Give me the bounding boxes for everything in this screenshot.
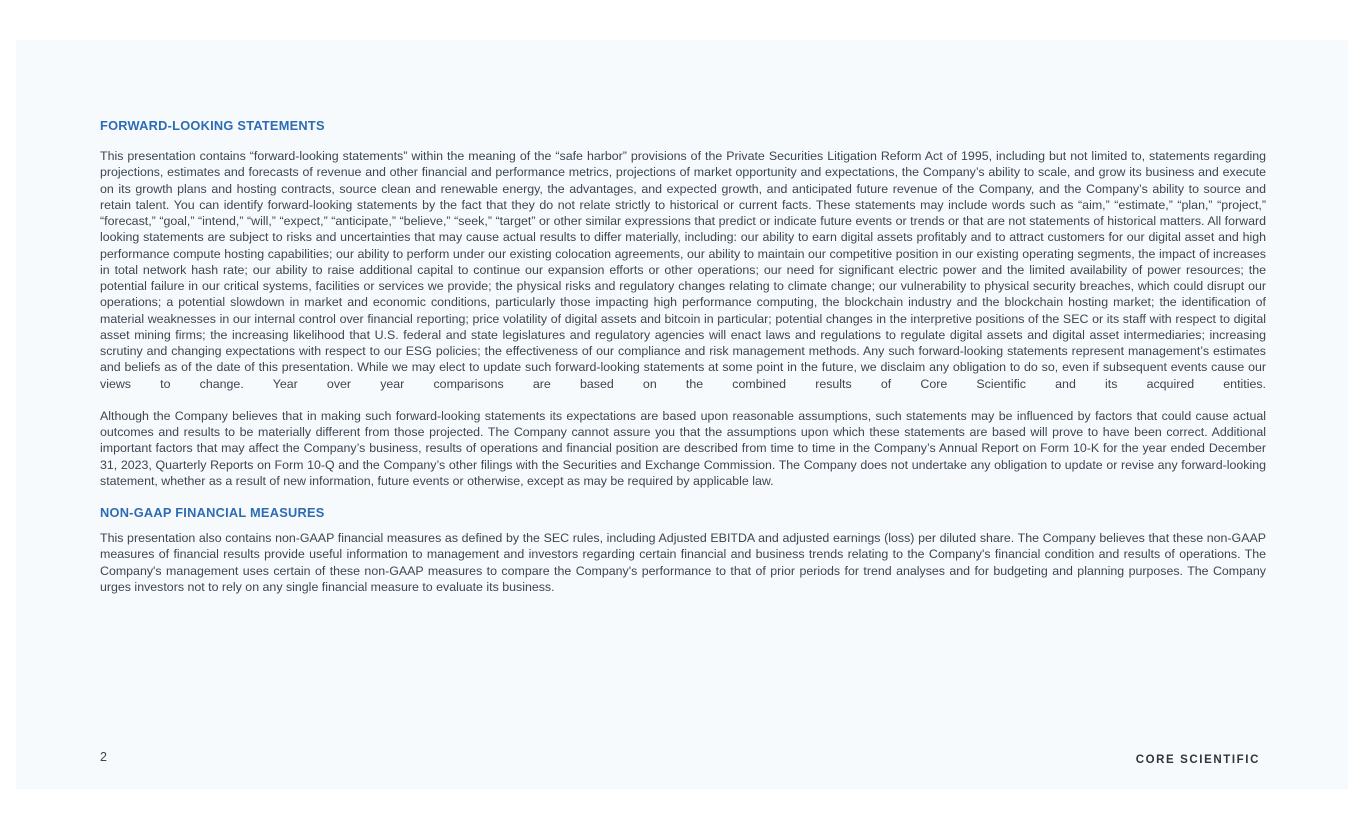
slide-content (100, 40, 1266, 611)
forward-looking-paragraph-1: This presentation contains “forward-looking statements” within the meaning of the “safe harbor” provisions of the Private Securities Litigation Reform Act of 1995, including but not limited to, statements regarding projections, estimates and forecasts of revenue and other financial and performance metrics, projections of market opportunity and expectations, the Company’s ability to scale, and grow its business and execute on its growth plans and hosting contracts, source clean and renewable energy, the advantages, and expected growth, and anticipated future revenue of the Company, and the Company’s ability to source and retain talent. You can identify forward-looking statements by the fact that they do not relate strictly to historical or current facts. These statements may include words such as “aim,” “estimate,” “plan,” “project,” “forecast,” “goal,” “intend,” “will,” “expect,” “anticipate,” “believe,” “seek,” “target” or other similar expressions that predict or indicate future events or trends or that are not statements of historical matters. All forward looking statements are subject to risks and uncertainties that may cause actual results to differ materially, including: our ability to earn digital assets profitably and to attract customers for our digital asset and high performance compute hosting capabilities; our ability to perform under our existing colocation agreements, our ability to maintain our competitive position in our existing operating segments, the impact of increases in total network hash rate; our ability to raise additional capital to continue our expansion efforts or other operations; our need for significant electric power and the limited availability of power resources; the potential failure in our critical systems, facilities or services we provide; the physical risks and regulatory changes relating to climate change; our vulnerability to physical security breaches, which could disrupt our operations; a potential slowdown in market and economic conditions, particularly those impacting high performance computing, the blockchain industry and the blockchain hosting market; the identification of material weaknesses in our internal control over financial reporting; price volatility of digital assets and bitcoin in particular; potential changes in the interpretive positions of the SEC or its staff with respect to digital asset mining firms; the increasing likelihood that U.S. federal and state legislatures and regulatory agencies will enact laws and regulations to regulate digital assets and digital asset intermediaries; increasing scrutiny and changing expectations with respect to our ESG policies; the effectiveness of our compliance and risk management methods. Any such forward-looking statements represent management’s estimates and beliefs as of the date of this presentation. While we may elect to update such forward-looking statements at some point in the future, we disclaim any obligation to do so, even if subsequent events cause our views to change. Year over year comparisons are based on the combined results of Core Scientific and its acquired entities. (100, 149, 1266, 391)
forward-looking-paragraph-2: Although the Company believes that in making such forward-looking statements its expectations are based upon reasonable assumptions, such statements may be influenced by factors that could cause actual outcomes and results to be materially different from those projected. The Company cannot assure you that the assumptions upon which these statements are based will prove to have been correct. Additional important factors that may affect the Company’s business, results of operations and financial position are described from time to time in the Company’s Annual Report on Form 10-K for the year ended December 31, 2023, Quarterly Reports on Form 10-Q and the Company’s other filings with the Securities and Exchange Commission. The Company does not undertake any obligation to update or revise any forward-looking statement, whether as a result of new information, future events or otherwise, except as may be required by applicable law. (100, 408, 1266, 488)
page-number: 2 (100, 750, 107, 764)
non-gaap-measures-heading: NON-GAAP FINANCIAL MEASURES (100, 505, 325, 520)
core-scientific-logo: CORE SCIENTIFIC (1135, 753, 1260, 767)
forward-looking-statements-heading: FORWARD-LOOKING STATEMENTS (100, 118, 325, 133)
slide-canvas (16, 40, 1348, 789)
non-gaap-paragraph: This presentation also contains non-GAAP financial measures as defined by the SEC rules, including Adjusted EBITDA and adjusted earnings (loss) per diluted share. The Company believes that these non-GAAP measures of financial results provide useful information to management and investors regarding certain financial and business trends relating to the Company's financial condition and results of operations. The Company's management uses certain of these non-GAAP measures to compare the Company's performance to that of prior periods for trend analyses and for budgeting and planning purposes. The Company urges investors not to rely on any single financial measure to evaluate its business. (100, 531, 1266, 594)
